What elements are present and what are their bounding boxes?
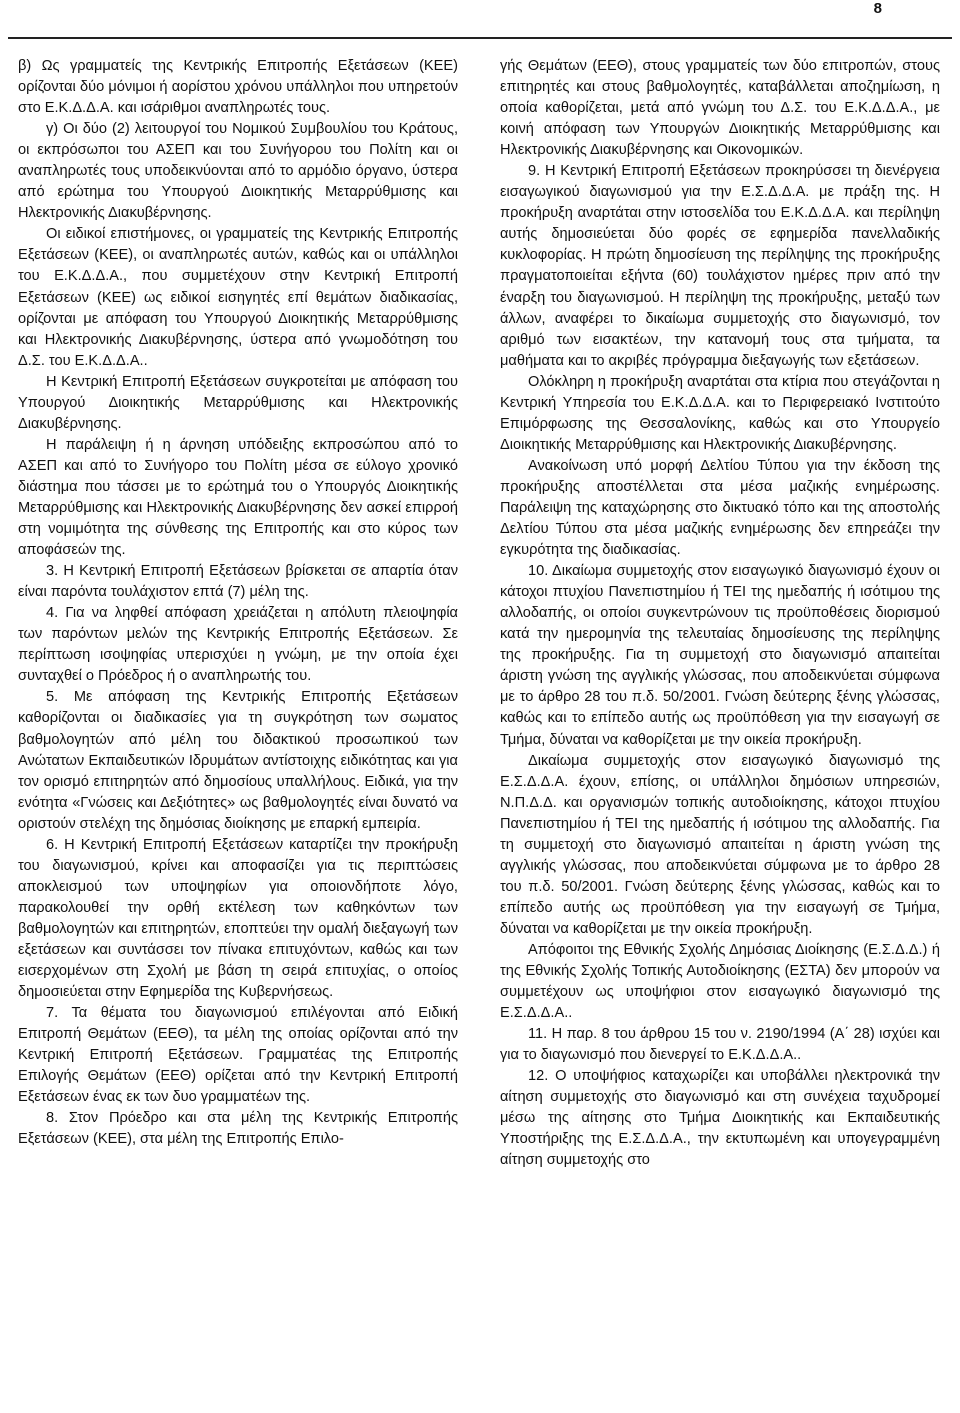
paragraph: 10. Δικαίωμα συμμετοχής στον εισαγωγικό διαγωνισμό έχουν οι κάτοχοι πτυχίου Πανεπιστημίου ή ΤΕΙ της ημεδαπής ή ισότιμου της αλλοδαπής, οι οποίοι συγκεντρώνουν τις προϋποθέσεις διορισμού κατά την ημερομηνία της τελευταίας δημοσίευσης της περίληψης της προκήρυξης. Για τη συμμετοχή στο διαγωνισμό απαιτείται άριστη γνώση της αγγλικής γλώσσας, που αποδεικνύεται σύμφωνα με το άρθρο 28 του π.δ. 50/2001. Γνώση δεύτερης ξένης γλώσσας, καθώς και το επίπεδο αυτής ως προϋπόθεση για την εισαγωγή σε Τμήμα, δύναται να καθορίζεται με την οικεία προκήρυξη. bbox=[500, 563, 940, 748]
paragraph: β) Ως γραμματείς της Κεντρικής Επιτροπής Εξετάσεων (ΚΕΕ) ορίζονται δύο μόνιμοι ή αορίστου χρόνου υπάλληλοι που υπηρετούν στο Ε.Κ.Δ.Δ.Α. και ισάριθμοι αναπληρωτές τους. bbox=[18, 58, 458, 117]
paragraph: γ) Οι δύο (2) λειτουργοί του Νομικού Συμβουλίου του Κράτους, οι εκπρόσωποι του ΑΣΕΠ και του Συνήγορου του Πολίτη και οι αναπληρωτές τους υποδεικνύονται από το αρμόδιο όργανο, ύστερα από ερώτημα του Υπουργού Διοικητικής Μεταρρύθμισης και Ηλεκτρονικής Διακυβέρνησης. bbox=[18, 121, 458, 222]
right-column bbox=[500, 56, 940, 1171]
paragraph: 9. Η Κεντρική Επιτροπή Εξετάσεων προκηρύσσει τη διενέργεια εισαγωγικού διαγωνισμού για την Ε.Σ.Δ.Δ.Α. με πράξη της. Η προκήρυξη αναρτάται στην ιστοσελίδα του Ε.Κ.Δ.Δ.Α. και περίληψη αυτής δημοσιεύεται δύο φορές σε εφημερίδα πανελλαδικής κυκλοφορίας. Η πρώτη δημοσίευση της περίληψης της προκήρυξης πραγματοποιείται εξήντα (60) τουλάχιστον ημέρες πριν από την έναρξη του διαγωνισμού. Η περίληψη της προκήρυξης, μεταξύ των άλλων, αναφέρει το δικαίωμα συμμετοχής στο διαγωνισμό, τον αριθμό των εισακτέων, την κατανομή τους στα τμήματα, τα μαθήματα και το ακριβές πρόγραμμα διεξαγωγής των εξετάσεων. bbox=[500, 163, 940, 369]
header-rule bbox=[8, 37, 952, 39]
page-header bbox=[0, 0, 960, 42]
paragraph: 8. Στον Πρόεδρο και στα μέλη της Κεντρικής Επιτροπής Εξετάσεων (ΚΕΕ), στα μέλη της Επιτροπής Επιλο- bbox=[18, 1110, 458, 1148]
left-column bbox=[18, 56, 458, 1150]
paragraph: 11. Η παρ. 8 του άρθρου 15 του ν. 2190/1994 (Α΄ 28) ισχύει και για το διαγωνισμό που διενεργεί το Ε.Κ.Δ.Δ.Α.. bbox=[500, 1026, 940, 1064]
paragraph: 6. Η Κεντρική Επιτροπή Εξετάσεων καταρτίζει την προκήρυξη του διαγωνισμού, κρίνει και αποφασίζει για τις περιπτώσεις αποκλεισμού των υποψηφίων για οποιονδήποτε λόγο, παρακολουθεί την ορθή εκτέλεση των καθηκόντων των βαθμολογητών και επιτηρητών, εποπτεύει την ομαλή διεξαγωγή των εξετάσεων και συντάσσει τον πίνακα επιτυχόντων, καθώς και των εισερχομένων στη Σχολή με βάση τη σειρά επιτυχίας, ο οποίος δημοσιεύεται στην Εφημερίδα της Κυβερνήσεως. bbox=[18, 836, 458, 1001]
page-number: 8 bbox=[873, 0, 882, 17]
paragraph: Οι ειδικοί επιστήμονες, οι γραμματείς της Κεντρικής Επιτροπής Εξετάσεων (ΚΕΕ), οι αναπληρωτές αυτών, καθώς και οι υπάλληλοι του Ε.Κ.Δ.Δ.Α., που συμμετέχουν στην Κεντρική Επιτροπή Εξετάσεων (ΚΕΕ) ως ειδικοί εισηγητές επί θεμάτων διαδικασίας, ορίζονται με απόφαση του Υπουργού Διοικητικής Μεταρρύθμισης και Ηλεκτρονικής Διακυβέρνησης, ύστερα από γνωμοδότηση του Δ.Σ. του Ε.Κ.Δ.Δ.Α.. bbox=[18, 226, 458, 369]
paragraph: 12. Ο υποψήφιος καταχωρίζει και υποβάλλει ηλεκτρονικά την αίτηση συμμετοχής στο διαγωνισμό και στη συνέχεια ταχυδρομεί μέσω της αίτησης στο Τμήμα Διοικητικής και Εκπαιδευτικής Υποστήριξης της Ε.Σ.Δ.Δ.Α., την εκτυπωμένη και υπογεγραμμένη αίτηση συμμετοχής στο bbox=[500, 1068, 940, 1169]
paragraph: Δικαίωμα συμμετοχής στον εισαγωγικό διαγωνισμό της Ε.Σ.Δ.Δ.Α. έχουν, επίσης, οι υπάλληλοι δημόσιων υπηρεσιών, Ν.Π.Δ.Δ. και οργανισμών τοπικής αυτοδιοίκησης, κάτοχοι πτυχίου Πανεπιστημίου ή ΤΕΙ της ημεδαπής ή ισότιμου της αλλοδαπής. Για τη συμμετοχή στο διαγωνισμό απαιτείται η άριστη γνώση της αγγλικής γλώσσας, που αποδεικνύεται σύμφωνα με το άρθρο 28 του π.δ. 50/2001. Γνώση δεύτερης ξένης γλώσσας, καθώς και το επίπεδο αυτής ως προϋπόθεση για την εισαγωγή σε Τμήμα, δύναται να καθορίζεται με την οικεία προκήρυξη. bbox=[500, 752, 940, 937]
paragraph: Η Κεντρική Επιτροπή Εξετάσεων συγκροτείται με απόφαση του Υπουργού Διοικητικής Μεταρρύθμισης και Ηλεκτρονικής Διακυβέρνησης. bbox=[18, 373, 458, 432]
paragraph: 4. Για να ληφθεί απόφαση χρειάζεται η απόλυτη πλειοψηφία των παρόντων μελών της Κεντρικής Επιτροπής Εξετάσεων. Σε περίπτωση ισοψηφίας υπερισχύει η γνώμη, με την οποία έχει συνταχθεί ο Πρόεδρος ή ο αναπληρωτής του. bbox=[18, 605, 458, 685]
paragraph: Η παράλειψη ή η άρνηση υπόδειξης εκπροσώπου από το ΑΣΕΠ και από το Συνήγορο του Πολίτη μέσα σε εύλογο χρονικό διάστημα που τάσσει με το ερώτημά του ο Υπουργός Διοικητικής Μεταρρύθμισης και Ηλεκτρονικής Διακυβέρνησης δεν ασκεί επιρροή στη νομιμότητα της σύνθεσης της Επιτροπής και στο κύρος των αποφάσεών της. bbox=[18, 436, 458, 559]
paragraph: Ανακοίνωση υπό μορφή Δελτίου Τύπου για την έκδοση της προκήρυξης αποστέλλεται στα μέσα μαζικής ενημέρωσης. Παράλειψη της καταχώρησης στο δικτυακό τόπο και της αποστολής Δελτίου Τύπου στα μέσα μαζικής ενημέρωσης δεν επηρεάζει την εγκυρότητα της διαδικασίας. bbox=[500, 457, 940, 559]
paragraph: 7. Τα θέματα του διαγωνισμού επιλέγονται από Ειδική Επιτροπή Θεμάτων (ΕΕΘ), τα μέλη της οποίας ορίζονται από την Κεντρική Επιτροπή Εξετάσεων. Γραμματέας της Επιτροπής Επιλογής Θεμάτων (ΕΕΘ) ορίζεται από την Κεντρική Επιτροπή Εξετάσεων ένας εκ των δυο γραμματέων της. bbox=[18, 1005, 458, 1106]
paragraph: 3. Η Κεντρική Επιτροπή Εξετάσεων βρίσκεται σε απαρτία όταν είναι παρόντα τουλάχιστον επτά (7) μέλη της. bbox=[18, 563, 458, 601]
paragraph: 5. Με απόφαση της Κεντρικής Επιτροπής Εξετάσεων καθορίζονται οι διαδικασίες για τη συγκρότηση των σωματος βαθμολογητών από μέλη του διδακτικού προσωπικού των Ανώτατων Εκπαιδευτικών Ιδρυμάτων αντίστοιχης ειδικότητας και για τον ορισμό επιτηρητών από δημοσίους υπαλλήλους. Ειδικά, για την ενότητα «Γνώσεις και Δεξιότητες» ως βαθμολογητές είναι δυνατό να οριστούν στελέχη της δημόσιας διοίκησης με επαρκή εμπειρία. bbox=[18, 689, 458, 832]
paragraph: γής Θεμάτων (ΕΕΘ), στους γραμματείς των δύο επιτροπών, στους επιτηρητές και στους βαθμολογητές, καταβάλλεται αποζημίωση, η οποία καθορίζεται, μετά από γνώμη του Δ.Σ. του Ε.Κ.Δ.Δ.Α., με κοινή απόφαση των Υπουργών Διοικητικής Μεταρρύθμισης και Ηλεκτρονικής Διακυβέρνησης και Οικονομικών. bbox=[500, 58, 940, 159]
paragraph: Ολόκληρη η προκήρυξη αναρτάται στα κτίρια που στεγάζονται η Κεντρική Υπηρεσία του Ε.Κ.Δ.Δ.Α. και το Περιφερειακό Ινστιτούτο Επιμόρφωσης της Θεσσαλονίκης, καθώς και στο Υπουργείο Διοικητικής Μεταρρύθμισης και Ηλεκτρονικής Διακυβέρνησης. bbox=[500, 373, 940, 453]
paragraph: Απόφοιτοι της Εθνικής Σχολής Δημόσιας Διοίκησης (Ε.Σ.Δ.Δ.) ή της Εθνικής Σχολής Τοπικής Αυτοδιοίκησης (ΕΣΤΑ) δεν μπορούν να συμμετέχουν ως υποψήφιοι στον εισαγωγικό διαγωνισμό της Ε.Σ.Δ.Δ.Α.. bbox=[500, 941, 940, 1022]
